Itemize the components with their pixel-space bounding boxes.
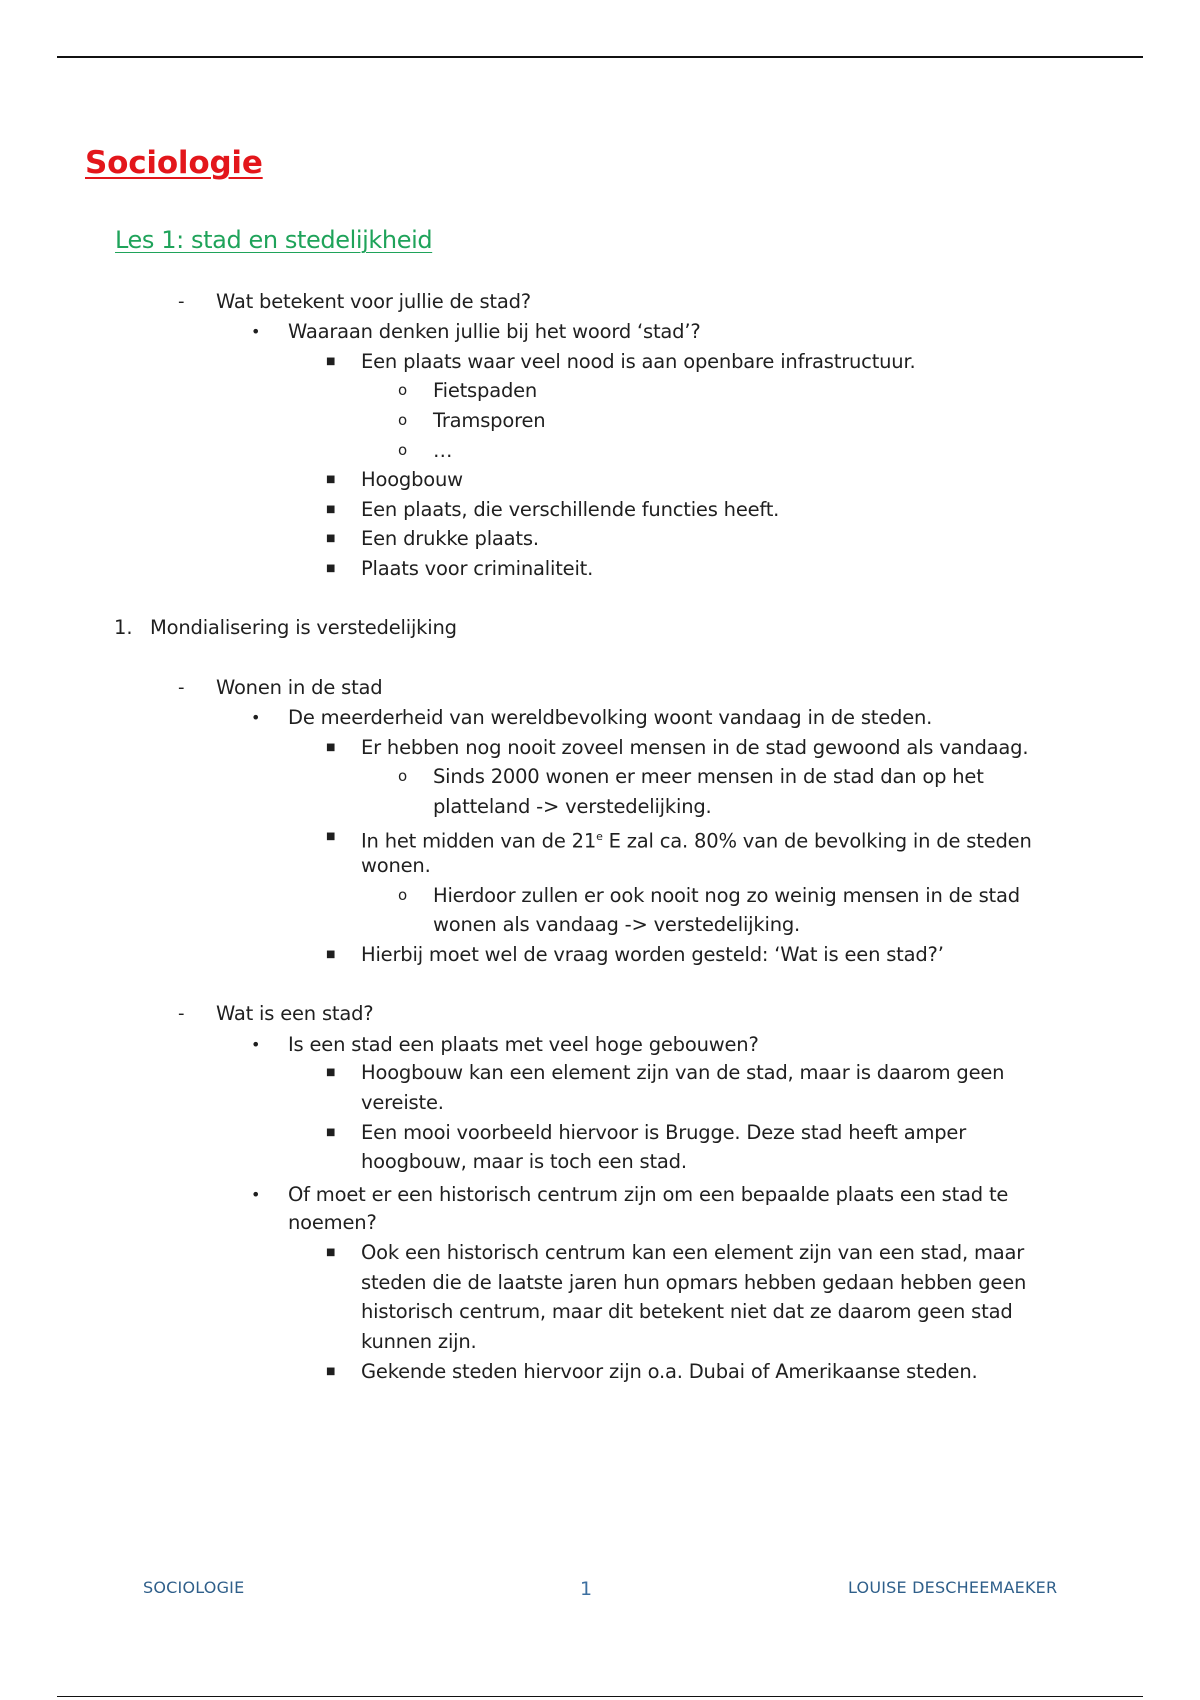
footer-author: LOUISE DESCHEEMAEKER (848, 1578, 1058, 1597)
list-item: Fietspaden (433, 379, 538, 402)
text-part: E zal ca. 80% van de bevolking in de steden (602, 829, 1032, 853)
dash-marker: - (178, 291, 185, 312)
list-item: De meerderheid van wereldbevolking woont vandaag in de steden. (288, 706, 933, 729)
dash-marker: - (178, 1003, 185, 1024)
square-marker: ■ (326, 1127, 336, 1138)
page-number: 1 (580, 1578, 593, 1600)
circle-marker: o (398, 411, 408, 429)
square-marker: ■ (326, 474, 336, 485)
square-marker: ■ (326, 1067, 336, 1078)
list-item-continued: wonen als vandaag -> verstedelijking. (433, 913, 801, 936)
list-item: Gekende steden hiervoor zijn o.a. Dubai of Amerikaanse steden. (361, 1360, 978, 1383)
list-item: Wat is een stad? (216, 1002, 374, 1025)
list-item: Waaraan denken jullie bij het woord ‘stad’? (288, 320, 701, 343)
bullet-marker: • (251, 1185, 261, 1204)
square-marker: ■ (326, 533, 336, 544)
square-marker: ■ (326, 563, 336, 574)
list-item: Een plaats waar veel nood is aan openbare infrastructuur. (361, 350, 916, 373)
list-item (361, 822, 1032, 856)
list-item-continued: noemen? (288, 1211, 377, 1234)
list-item: Plaats voor criminaliteit. (361, 557, 594, 580)
list-item-continued: vereiste. (361, 1091, 444, 1114)
circle-marker: o (398, 767, 408, 785)
list-item: Een drukke plaats. (361, 527, 539, 550)
square-marker: ■ (326, 356, 336, 367)
list-item: Hoogbouw kan een element zijn van de stad, maar is daarom geen (361, 1061, 1005, 1084)
footer-left: SOCIOLOGIE (143, 1578, 245, 1597)
list-item-continued: wonen. (361, 854, 431, 877)
circle-marker: o (398, 886, 408, 904)
list-item: Een plaats, die verschillende functies heeft. (361, 498, 780, 521)
list-item: … (433, 439, 453, 462)
heading-number: 1. (114, 616, 133, 639)
list-item: Hierdoor zullen er ook nooit nog zo weinig mensen in de stad (433, 884, 1020, 907)
bullet-marker: • (251, 708, 261, 727)
list-item: Wonen in de stad (216, 676, 383, 699)
bullet-marker: • (251, 1035, 261, 1054)
text-part: In het midden van de 21 (361, 829, 597, 853)
list-item-continued: historisch centrum, maar dit betekent niet dat ze daarom geen stad (361, 1300, 1013, 1323)
list-item: Wat betekent voor jullie de stad? (216, 290, 531, 313)
list-item-continued: steden die de laatste jaren hun opmars hebben gedaan hebben geen (361, 1271, 1027, 1294)
bottom-rule (57, 1696, 1143, 1697)
list-item: Sinds 2000 wonen er meer mensen in de stad dan op het (433, 765, 984, 788)
list-item: Hoogbouw (361, 468, 463, 491)
square-marker: ■ (326, 1366, 336, 1377)
list-item: Een mooi voorbeeld hiervoor is Brugge. Deze stad heeft amper (361, 1121, 967, 1144)
square-marker: ■ (326, 1247, 336, 1258)
circle-marker: o (398, 441, 408, 459)
bullet-marker: • (251, 322, 261, 341)
superscript: e (596, 830, 603, 843)
list-item: Is een stad een plaats met veel hoge gebouwen? (288, 1033, 759, 1056)
square-marker: ■ (326, 831, 336, 842)
list-item-continued: hoogbouw, maar is toch een stad. (361, 1150, 687, 1173)
square-marker: ■ (326, 742, 336, 753)
list-item: Er hebben nog nooit zoveel mensen in de stad gewoond als vandaag. (361, 736, 1029, 759)
list-item: Of moet er een historisch centrum zijn om een bepaalde plaats een stad te (288, 1183, 1009, 1206)
list-item: Tramsporen (433, 409, 546, 432)
top-rule (57, 56, 1143, 58)
list-item-continued: kunnen zijn. (361, 1330, 477, 1353)
list-item-continued: platteland -> verstedelijking. (433, 795, 712, 818)
document-title: Sociologie (85, 145, 263, 181)
list-item: Ook een historisch centrum kan een element zijn van een stad, maar (361, 1241, 1025, 1264)
circle-marker: o (398, 381, 408, 399)
list-item: Hierbij moet wel de vraag worden gesteld: ‘Wat is een stad?’ (361, 943, 944, 966)
square-marker: ■ (326, 504, 336, 515)
lesson-subtitle: Les 1: stad en stedelijkheid (115, 226, 433, 254)
dash-marker: - (178, 677, 185, 698)
section-heading: Mondialisering is verstedelijking (150, 616, 457, 639)
square-marker: ■ (326, 949, 336, 960)
